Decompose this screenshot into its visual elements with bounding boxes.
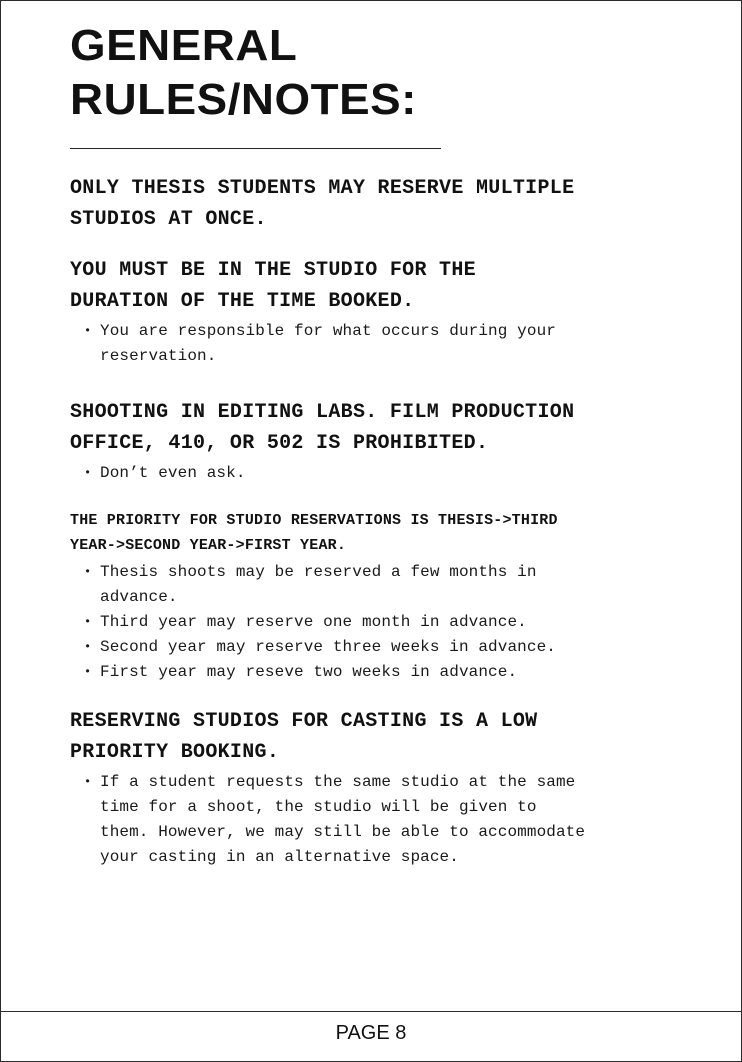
rule-heading-line-2: YEAR->SECOND YEAR->FIRST YEAR. — [70, 537, 347, 554]
rule-bullet-list — [70, 770, 630, 870]
page-footer — [1, 1011, 741, 1062]
rule-heading — [70, 508, 630, 558]
rule-heading-line-1: RESERVING STUDIOS FOR CASTING IS A LOW — [70, 710, 538, 733]
list-item: • Third year may reserve one month in advance. — [100, 610, 630, 635]
page-number: PAGE 8 — [335, 1022, 407, 1044]
page-title — [70, 19, 652, 127]
rule-bullet-list — [70, 319, 630, 369]
list-item: • You are responsible for what occurs during your reservation. — [100, 319, 630, 369]
bullet-dot-icon: • — [84, 640, 92, 654]
page-title-line-2: RULES/NOTES: — [70, 75, 417, 124]
bullet-dot-icon: • — [84, 466, 92, 480]
rule-casting-priority — [70, 706, 630, 870]
rule-heading-line-2: STUDIOS AT ONCE. — [70, 208, 267, 231]
bullet-dot-icon: • — [84, 565, 92, 579]
bullet-dot-icon: • — [84, 324, 92, 338]
list-item: • Thesis shoots may be reserved a few months in advance. — [100, 560, 630, 610]
rule-heading — [70, 397, 630, 459]
list-item: • Second year may reserve three weeks in advance. — [100, 635, 630, 660]
rule-duration — [70, 255, 630, 369]
rule-heading-line-1: THE PRIORITY FOR STUDIO RESERVATIONS IS THESIS->THIRD — [70, 512, 558, 529]
page-title-line-1: GENERAL — [70, 21, 298, 70]
bullet-dot-icon: • — [84, 665, 92, 679]
bullet-dot-icon: • — [84, 615, 92, 629]
rule-heading — [70, 255, 630, 317]
rule-multiple-studios — [70, 173, 630, 235]
rule-priority — [70, 508, 630, 685]
title-divider — [70, 148, 441, 149]
rule-heading — [70, 706, 630, 768]
rule-heading — [70, 173, 630, 235]
list-item: • First year may reseve two weeks in advance. — [100, 660, 630, 685]
rule-heading-line-2: OFFICE, 410, OR 502 IS PROHIBITED. — [70, 432, 489, 455]
bullet-dot-icon: • — [84, 775, 92, 789]
rule-heading-line-2: PRIORITY BOOKING. — [70, 741, 280, 764]
rule-bullet-list — [70, 560, 630, 685]
list-item: • Don’t even ask. — [100, 461, 630, 486]
rule-heading-line-1: YOU MUST BE IN THE STUDIO FOR THE — [70, 259, 476, 282]
rule-heading-line-1: ONLY THESIS STUDENTS MAY RESERVE MULTIPLE — [70, 177, 575, 200]
list-item: • If a student requests the same studio at the same time for a shoot, the studio will be given to them. However, we may still be able to accommodate your casting in an alternative space. — [100, 770, 630, 870]
page-content — [70, 19, 630, 870]
rule-heading-line-2: DURATION OF THE TIME BOOKED. — [70, 290, 415, 313]
rule-heading-line-1: SHOOTING IN EDITING LABS. FILM PRODUCTION — [70, 401, 575, 424]
rule-bullet-list — [70, 461, 630, 486]
rule-prohibited-locations — [70, 397, 630, 486]
